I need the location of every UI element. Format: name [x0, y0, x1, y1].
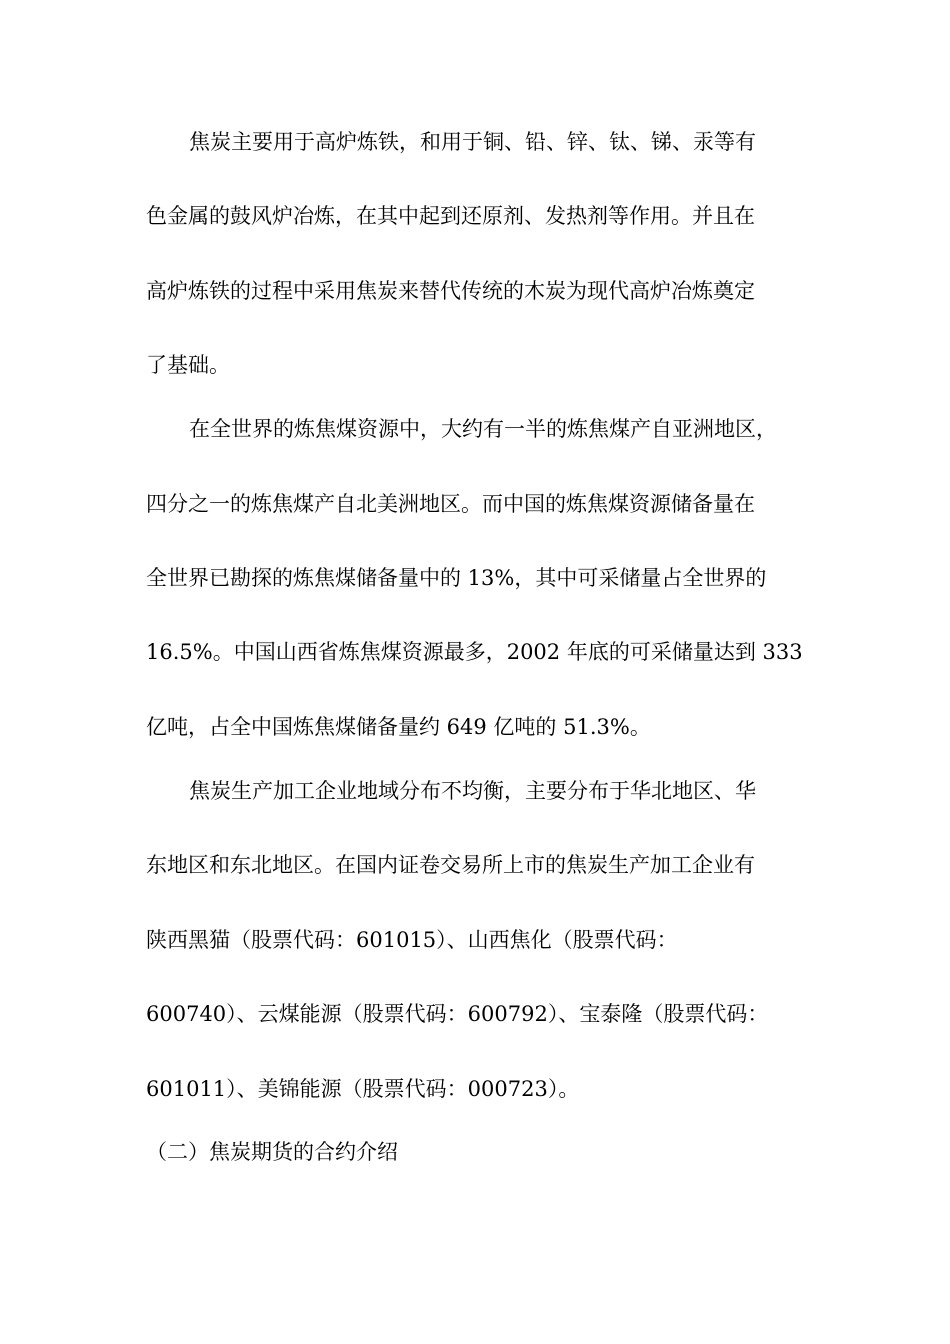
paragraph-3-line-2: 东地区和东北地区。在国内证卷交易所上市的焦炭生产加工企业有	[146, 853, 755, 877]
paragraph-2-line-3: 全世界已勘探的炼焦煤储备量中的 13%，其中可采储量占全世界的	[146, 566, 767, 590]
paragraph-2-line-4: 16.5%。中国山西省炼焦煤资源最多，2002 年底的可采储量达到 333	[146, 640, 803, 664]
paragraph-3-line-4: 600740）、云煤能源（股票代码：600792）、宝泰隆（股票代码：	[146, 1002, 769, 1026]
paragraph-2-line-2: 四分之一的炼焦煤产自北美洲地区。而中国的炼焦煤资源储备量在	[146, 492, 755, 516]
paragraph-3-line-3: 陕西黑猫（股票代码：601015）、山西焦化（股票代码：	[146, 928, 678, 952]
paragraph-1-line-2: 色金属的鼓风炉冶炼，在其中起到还原剂、发热剂等作用。并且在	[146, 204, 755, 228]
paragraph-2-line-5: 亿吨，占全中国炼焦煤储备量约 649 亿吨的 51.3%。	[146, 715, 651, 739]
paragraph-3-line-1: 焦炭生产加工企业地域分布不均衡，主要分布于华北地区、华	[189, 779, 756, 803]
paragraph-1-line-1: 焦炭主要用于高炉炼铁，和用于铜、铅、锌、钛、锑、汞等有	[189, 130, 756, 154]
section-heading: （二）焦炭期货的合约介绍	[146, 1140, 398, 1164]
paragraph-3-line-5: 601011）、美锦能源（股票代码：000723）。	[146, 1077, 580, 1101]
paragraph-1-line-4: 了基础。	[146, 353, 230, 377]
paragraph-1-line-3: 高炉炼铁的过程中采用焦炭来替代传统的木炭为现代高炉冶炼奠定	[146, 279, 755, 303]
paragraph-2-line-1: 在全世界的炼焦煤资源中，大约有一半的炼焦煤产自亚洲地区，	[189, 417, 777, 441]
